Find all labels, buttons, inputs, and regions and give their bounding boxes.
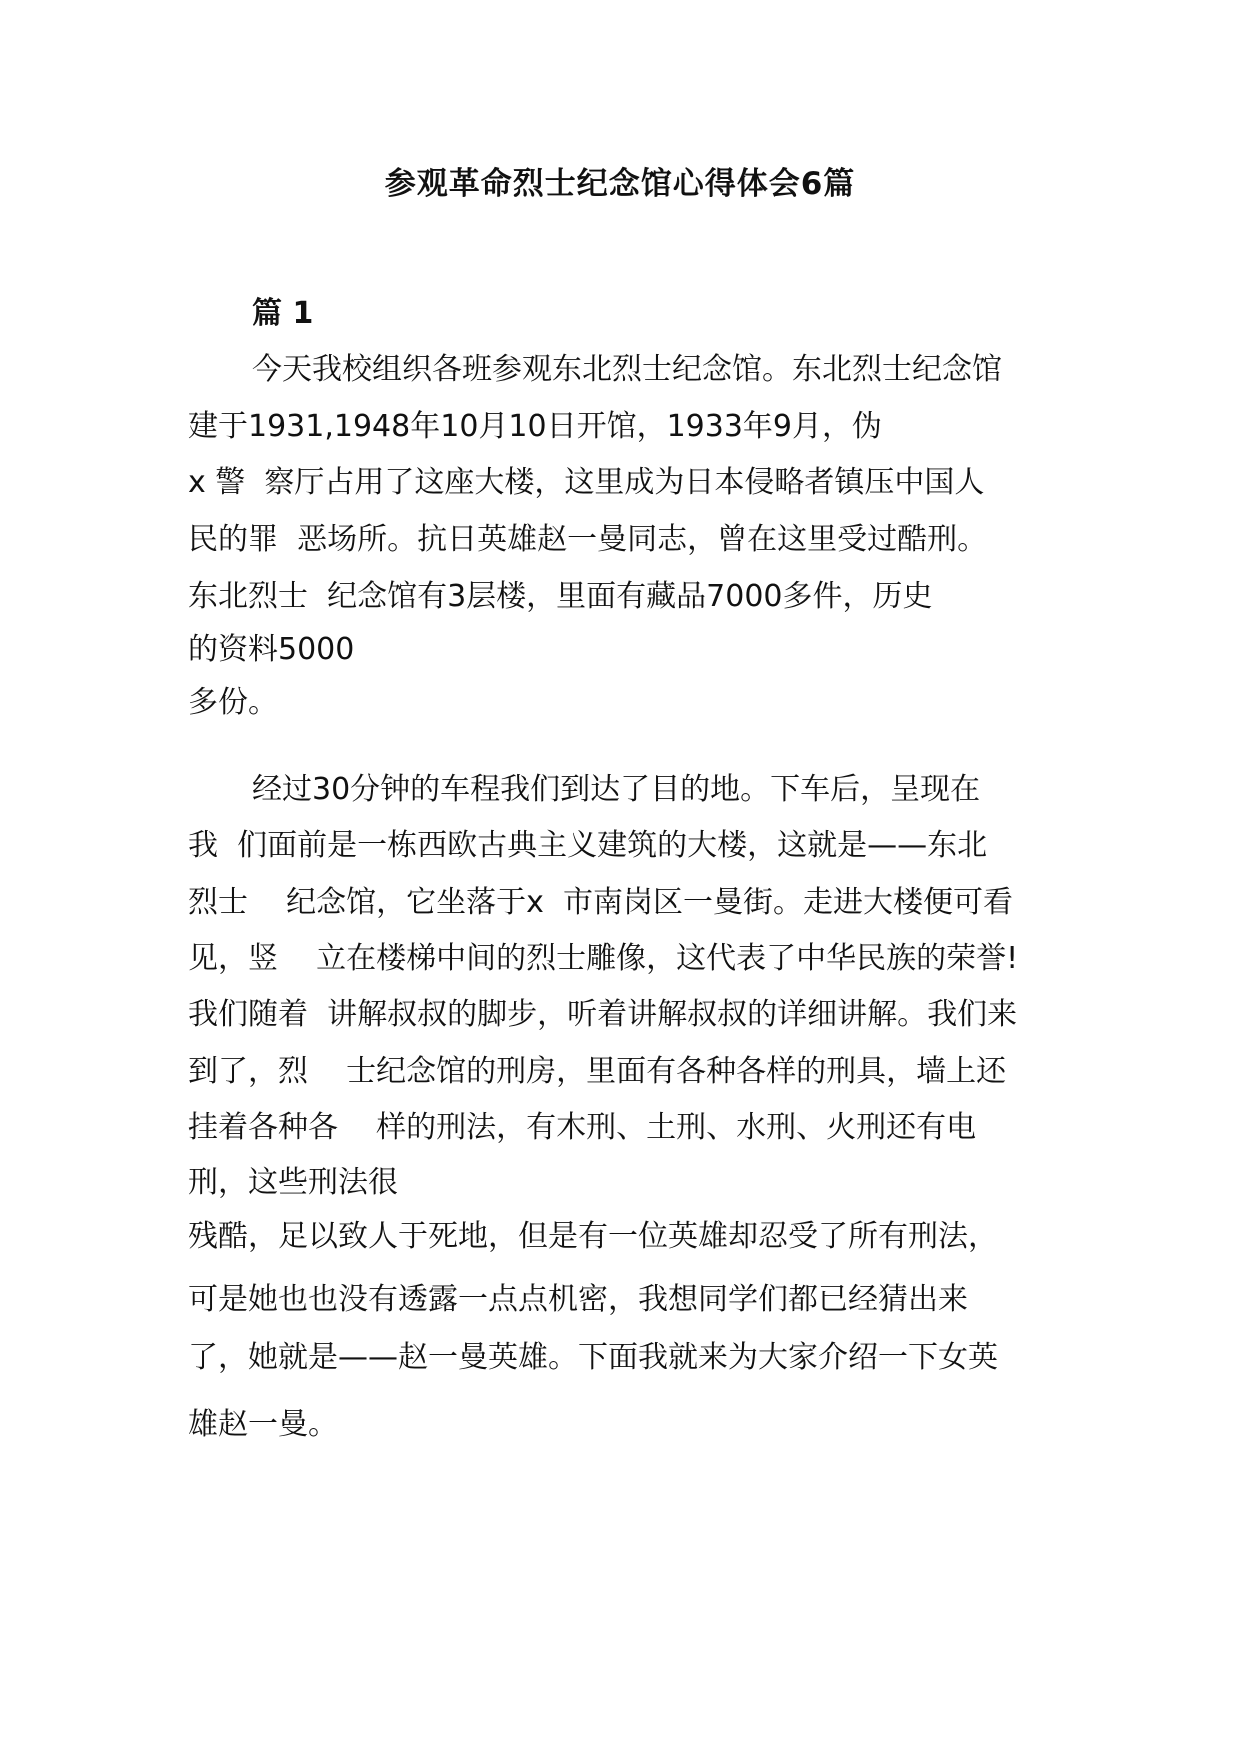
paragraph-2-line: 见，竖 立在楼梯中间的烈士雕像，这代表了中华民族的荣誉! bbox=[188, 941, 1019, 976]
paragraph-2-line: 雄赵一曼。 bbox=[188, 1407, 338, 1442]
paragraph-2-line: 刑，这些刑法很 bbox=[188, 1165, 398, 1200]
paragraph-1-line: 多份。 bbox=[188, 685, 278, 720]
paragraph-2-line: 到了，烈 士纪念馆的刑房，里面有各种各样的刑具，墙上还 bbox=[188, 1054, 1007, 1089]
paragraph-2-line: 烈士 纪念馆，它坐落于x 市南岗区一曼街。走进大楼便可看 bbox=[188, 885, 1013, 920]
section-heading: 篇 1 bbox=[252, 296, 314, 331]
paragraph-1-line: 民的罪 恶场所。抗日英雄赵一曼同志，曾在这里受过酷刑。 bbox=[188, 522, 988, 557]
paragraph-2-line: 挂着各种各 样的刑法，有木刑、土刑、水刑、火刑还有电 bbox=[188, 1110, 977, 1145]
paragraph-2-line: 了，她就是——赵一曼英雄。下面我就来为大家介绍一下女英 bbox=[188, 1340, 998, 1375]
paragraph-1-line: 东北烈士 纪念馆有3层楼，里面有藏品7000多件，历史 bbox=[188, 579, 933, 614]
paragraph-2-line: 我 们面前是一栋西欧古典主义建筑的大楼，这就是——东北 bbox=[188, 828, 988, 863]
paragraph-2-line: 经过30分钟的车程我们到达了目的地。下车后，呈现在 bbox=[252, 772, 981, 807]
paragraph-1-line: 的资料5000 bbox=[188, 632, 355, 667]
paragraph-1-line: x 警 察厅占用了这座大楼，这里成为日本侵略者镇压中国人 bbox=[188, 465, 985, 500]
paragraph-2-line: 我们随着 讲解叔叔的脚步，听着讲解叔叔的详细讲解。我们来 bbox=[188, 997, 1018, 1032]
document-title: 参观革命烈士纪念馆心得体会6篇 bbox=[384, 166, 856, 202]
paragraph-2-line: 残酷，足以致人于死地，但是有一位英雄却忍受了所有刑法， bbox=[188, 1219, 998, 1254]
paragraph-1-line: 今天我校组织各班参观东北烈士纪念馆。东北烈士纪念馆 bbox=[252, 352, 1002, 387]
paragraph-2-line: 可是她也也没有透露一点点机密，我想同学们都已经猜出来 bbox=[188, 1282, 968, 1317]
paragraph-1-line: 建于1931,1948年10月10日开馆，1933年9月，伪 bbox=[188, 409, 883, 444]
